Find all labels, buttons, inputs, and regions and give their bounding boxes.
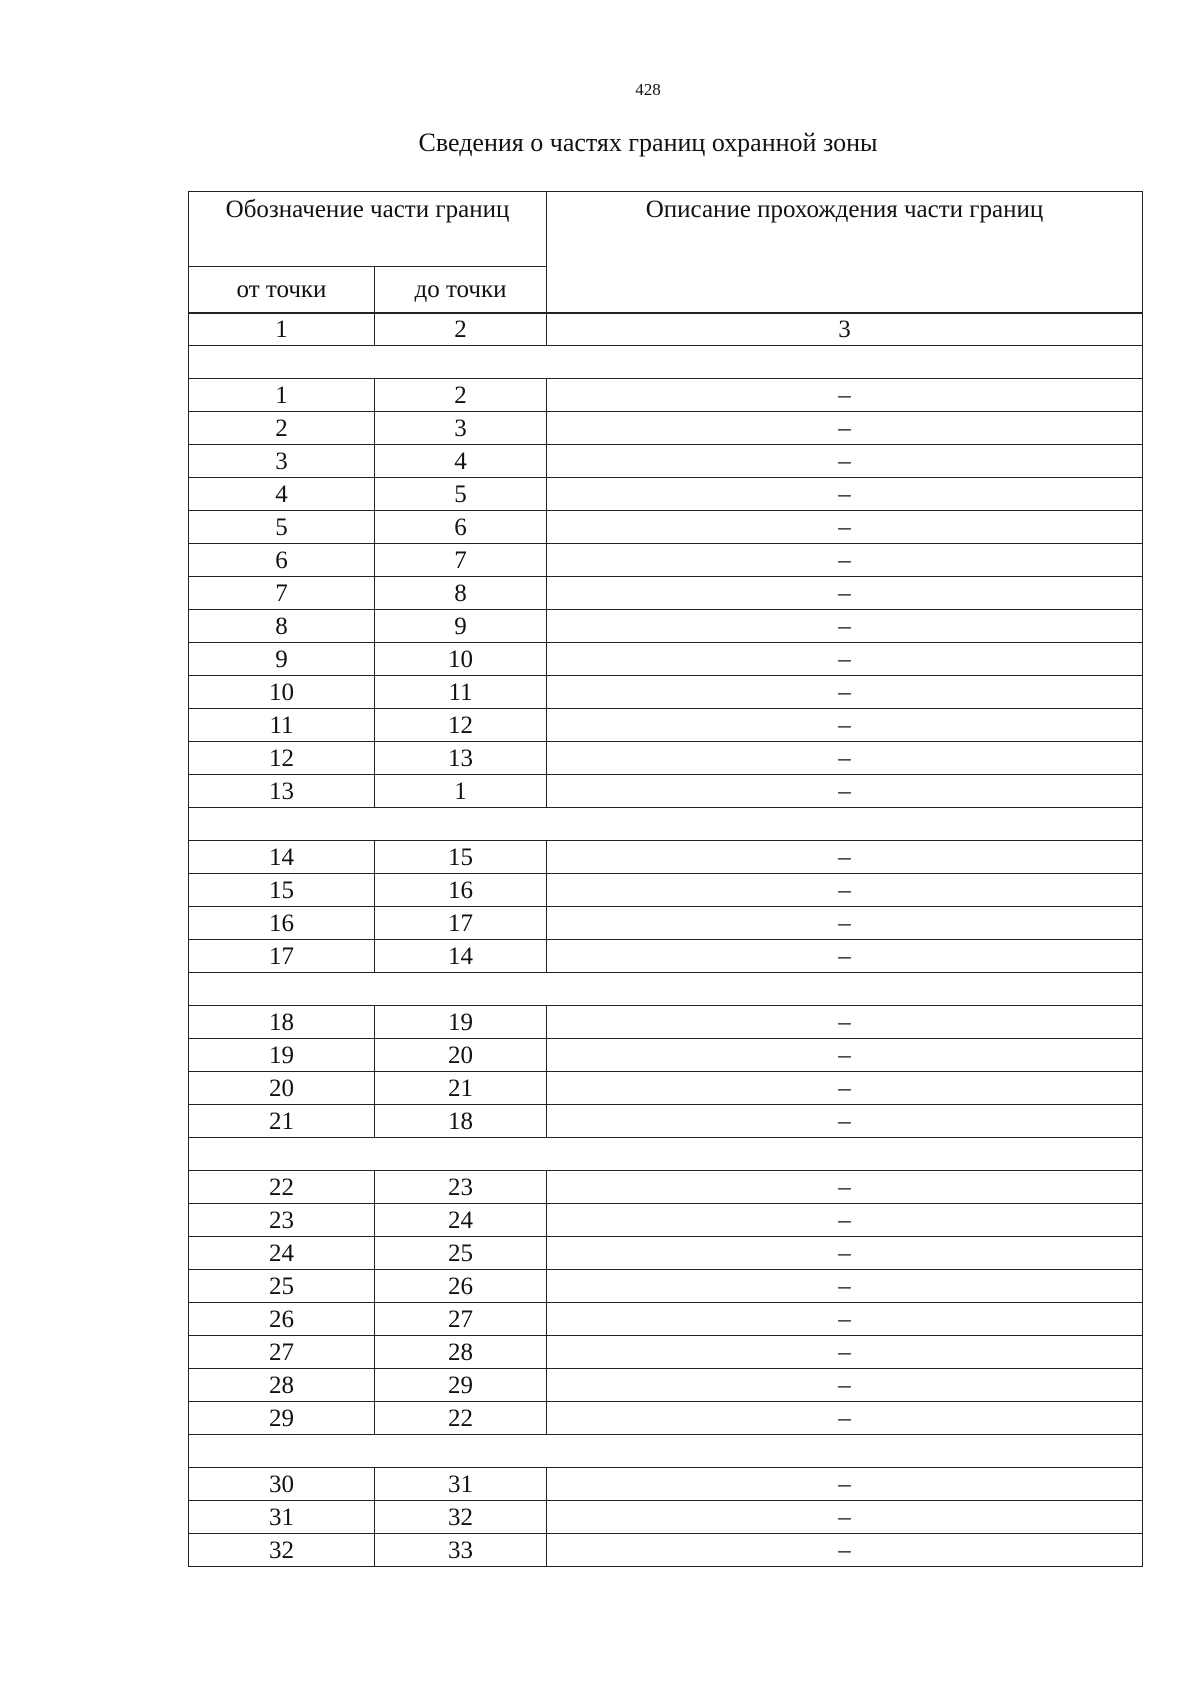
from-point-cell: 9: [189, 643, 375, 676]
description-cell: –: [547, 1171, 1143, 1204]
from-point-cell: 26: [189, 1303, 375, 1336]
to-point-cell: 28: [375, 1336, 547, 1369]
to-point-cell: 8: [375, 577, 547, 610]
from-point-cell: 24: [189, 1237, 375, 1270]
to-point-cell: 3: [375, 412, 547, 445]
from-point-cell: 16: [189, 907, 375, 940]
to-point-cell: 27: [375, 1303, 547, 1336]
table-row: [189, 676, 1143, 709]
to-point-cell: 33: [375, 1534, 547, 1567]
to-point-cell: 14: [375, 940, 547, 973]
description-cell: –: [547, 511, 1143, 544]
from-point-cell: 23: [189, 1204, 375, 1237]
description-cell: –: [547, 1303, 1143, 1336]
from-point-cell: 7: [189, 577, 375, 610]
column-number: 2: [375, 313, 547, 346]
table-row: [189, 1039, 1143, 1072]
column-number: 1: [189, 313, 375, 346]
description-cell: –: [547, 742, 1143, 775]
from-point-cell: 1: [189, 379, 375, 412]
from-point-cell: 29: [189, 1402, 375, 1435]
table-row: [189, 412, 1143, 445]
table-row: [189, 940, 1143, 973]
from-point-cell: 13: [189, 775, 375, 808]
to-point-cell: 4: [375, 445, 547, 478]
table-row: [189, 1072, 1143, 1105]
table-row: [189, 544, 1143, 577]
description-cell: –: [547, 643, 1143, 676]
from-point-cell: 17: [189, 940, 375, 973]
description-cell: –: [547, 1534, 1143, 1567]
from-point-cell: 4: [189, 478, 375, 511]
to-point-cell: 10: [375, 643, 547, 676]
from-point-cell: 11: [189, 709, 375, 742]
from-point-cell: 31: [189, 1501, 375, 1534]
to-point-cell: 25: [375, 1237, 547, 1270]
table-row: [189, 511, 1143, 544]
table-row: [189, 643, 1143, 676]
to-point-cell: 12: [375, 709, 547, 742]
description-cell: –: [547, 577, 1143, 610]
from-point-cell: 5: [189, 511, 375, 544]
from-point-cell: 20: [189, 1072, 375, 1105]
from-point-cell: 21: [189, 1105, 375, 1138]
table-row: [189, 1303, 1143, 1336]
table-row: [189, 1105, 1143, 1138]
boundary-parts-table: [188, 312, 1143, 1567]
group-separator-cell: [189, 808, 1143, 841]
to-point-cell: 31: [375, 1468, 547, 1501]
description-cell: –: [547, 1072, 1143, 1105]
table-row: [189, 742, 1143, 775]
to-point-cell: 1: [375, 775, 547, 808]
table-row: [189, 1369, 1143, 1402]
from-point-cell: 3: [189, 445, 375, 478]
page-title: Сведения о частях границ охранной зоны: [418, 128, 878, 157]
description-cell: –: [547, 610, 1143, 643]
group-separator-row: [189, 808, 1143, 841]
description-cell: –: [547, 1237, 1143, 1270]
table-row: [189, 478, 1143, 511]
table-row: [189, 1006, 1143, 1039]
description-cell: –: [547, 1204, 1143, 1237]
page-number: 428: [635, 80, 661, 99]
description-cell: –: [547, 1006, 1143, 1039]
to-point-cell: 19: [375, 1006, 547, 1039]
to-point-cell: 24: [375, 1204, 547, 1237]
to-point-cell: 6: [375, 511, 547, 544]
to-point-cell: 29: [375, 1369, 547, 1402]
group-separator-row: [189, 346, 1143, 379]
table-row: [189, 907, 1143, 940]
description-cell: –: [547, 412, 1143, 445]
header-description: Описание прохождения части границ: [547, 192, 1143, 314]
description-cell: –: [547, 1270, 1143, 1303]
to-point-cell: 20: [375, 1039, 547, 1072]
group-separator-row: [189, 1138, 1143, 1171]
table-header: [188, 191, 1143, 314]
table-row: [189, 1237, 1143, 1270]
table-row: [189, 1468, 1143, 1501]
description-cell: –: [547, 940, 1143, 973]
table-row: [189, 1336, 1143, 1369]
from-point-cell: 8: [189, 610, 375, 643]
group-separator-cell: [189, 1138, 1143, 1171]
description-cell: –: [547, 1336, 1143, 1369]
table-row: [189, 1270, 1143, 1303]
table-row: [189, 610, 1143, 643]
description-cell: –: [547, 1501, 1143, 1534]
description-cell: –: [547, 709, 1143, 742]
to-point-cell: 11: [375, 676, 547, 709]
table-row: [189, 577, 1143, 610]
from-point-cell: 6: [189, 544, 375, 577]
table-row: [189, 1402, 1143, 1435]
from-point-cell: 32: [189, 1534, 375, 1567]
to-point-cell: 7: [375, 544, 547, 577]
table-row: [189, 841, 1143, 874]
from-point-cell: 28: [189, 1369, 375, 1402]
to-point-cell: 22: [375, 1402, 547, 1435]
description-cell: –: [547, 379, 1143, 412]
table-row: [189, 1171, 1143, 1204]
table-row: [189, 709, 1143, 742]
from-point-cell: 30: [189, 1468, 375, 1501]
from-point-cell: 2: [189, 412, 375, 445]
description-cell: –: [547, 544, 1143, 577]
header-to-point: до точки: [375, 267, 547, 314]
description-cell: –: [547, 676, 1143, 709]
table-row: [189, 379, 1143, 412]
to-point-cell: 26: [375, 1270, 547, 1303]
table-row: [189, 1204, 1143, 1237]
from-point-cell: 22: [189, 1171, 375, 1204]
description-cell: –: [547, 1402, 1143, 1435]
from-point-cell: 27: [189, 1336, 375, 1369]
description-cell: –: [547, 445, 1143, 478]
to-point-cell: 9: [375, 610, 547, 643]
to-point-cell: 21: [375, 1072, 547, 1105]
to-point-cell: 18: [375, 1105, 547, 1138]
to-point-cell: 23: [375, 1171, 547, 1204]
description-cell: –: [547, 775, 1143, 808]
group-separator-cell: [189, 1435, 1143, 1468]
group-separator-row: [189, 1435, 1143, 1468]
column-numbers-row: [189, 313, 1143, 346]
from-point-cell: 10: [189, 676, 375, 709]
description-cell: –: [547, 841, 1143, 874]
table-row: [189, 874, 1143, 907]
description-cell: –: [547, 1105, 1143, 1138]
to-point-cell: 16: [375, 874, 547, 907]
description-cell: –: [547, 1369, 1143, 1402]
to-point-cell: 2: [375, 379, 547, 412]
group-separator-cell: [189, 973, 1143, 1006]
group-separator-row: [189, 973, 1143, 1006]
header-designation: Обозначение части границ: [189, 192, 547, 267]
table-row: [189, 1501, 1143, 1534]
table-row: [189, 1534, 1143, 1567]
to-point-cell: 17: [375, 907, 547, 940]
description-cell: –: [547, 478, 1143, 511]
description-cell: –: [547, 907, 1143, 940]
header-from-point: от точки: [189, 267, 375, 314]
to-point-cell: 32: [375, 1501, 547, 1534]
description-cell: –: [547, 874, 1143, 907]
from-point-cell: 19: [189, 1039, 375, 1072]
column-number: 3: [547, 313, 1143, 346]
to-point-cell: 15: [375, 841, 547, 874]
from-point-cell: 12: [189, 742, 375, 775]
from-point-cell: 15: [189, 874, 375, 907]
to-point-cell: 13: [375, 742, 547, 775]
from-point-cell: 18: [189, 1006, 375, 1039]
table-row: [189, 445, 1143, 478]
from-point-cell: 25: [189, 1270, 375, 1303]
description-cell: –: [547, 1468, 1143, 1501]
group-separator-cell: [189, 346, 1143, 379]
to-point-cell: 5: [375, 478, 547, 511]
from-point-cell: 14: [189, 841, 375, 874]
description-cell: –: [547, 1039, 1143, 1072]
table-row: [189, 775, 1143, 808]
